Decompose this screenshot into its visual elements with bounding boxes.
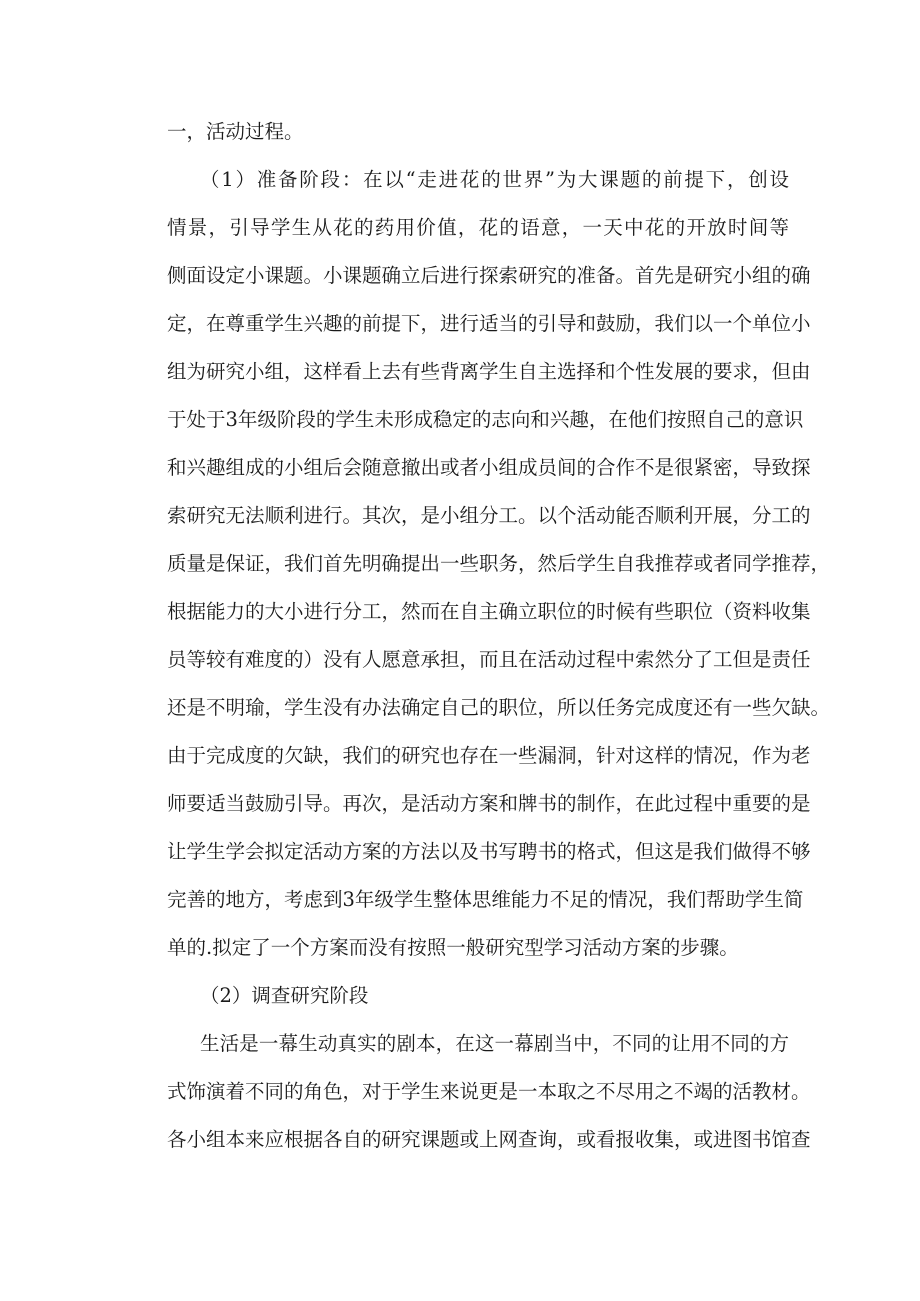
paragraph-line: 于处于3年级阶段的学生未形成稳定的志向和兴趣，在他们按照自己的意识: [167, 408, 804, 431]
paragraph-line: 根据能力的大小进行分工，然而在自主确立职位的时候有些职位（资料收集: [167, 600, 811, 623]
paragraph-line: 质量是保证，我们首先明确提出一些职务，然后学生自我推荐或者同学推荐，: [167, 552, 831, 575]
paragraph-line: 情景，引导学生从花的药用价值，花的语意，一天中花的开放时间等: [167, 216, 789, 239]
paragraph-line: 还是不明瑜，学生没有办法确定自己的职位，所以任务完成度还有一些欠缺。: [167, 696, 831, 719]
paragraph-line: 生活是一幕生动真实的剧本，在这一幕剧当中，不同的让用不同的方: [200, 1032, 789, 1055]
paragraph-line: （1）准备阶段：在以“走进花的世界”为大课题的前提下，创设: [200, 168, 789, 191]
paragraph-line: 定，在尊重学生兴趣的前提下，进行适当的引导和鼓励，我们以一个单位小: [167, 312, 811, 335]
subsection-heading: （2）调查研究阶段: [200, 984, 369, 1007]
paragraph-line: 完善的地方，考虑到3年级学生整体思维能力不足的情况，我们帮助学生简: [167, 888, 804, 911]
paragraph-line: 让学生学会拟定活动方案的方法以及书写聘书的格式，但这是我们做得不够: [167, 840, 811, 863]
paragraph-line: 式饰演着不同的角色，对于学生来说更是一本取之不尽用之不竭的活教材。: [167, 1080, 811, 1103]
paragraph-line: 组为研究小组，这样看上去有些背离学生自主选择和个性发展的要求，但由: [167, 360, 811, 383]
paragraph-line: 索研究无法顺利进行。其次，是小组分工。以个活动能否顺利开展，分工的: [167, 504, 811, 527]
paragraph-line: 各小组本来应根据各自的研究课题或上网查询，或看报收集，或进图书馆查: [167, 1128, 811, 1151]
paragraph-line: 侧面设定小课题。小课题确立后进行探索研究的准备。首先是研究小组的确: [167, 264, 811, 287]
paragraph-line: 员等较有难度的）没有人愿意承担，而且在活动过程中索然分了工但是责任: [167, 648, 811, 671]
paragraph-line: 由于完成度的欠缺，我们的研究也存在一些漏洞，针对这样的情况，作为老: [167, 744, 811, 767]
section-heading: 一，活动过程。: [167, 120, 304, 143]
paragraph-line: 和兴趣组成的小组后会随意撤出或者小组成员间的合作不是很紧密，导致探: [167, 456, 811, 479]
paragraph-line: 师要适当鼓励引导。再次，是活动方案和牌书的制作，在此过程中重要的是: [167, 792, 811, 815]
paragraph-line-last: 单的.拟定了一个方案而没有按照一般研究型学习活动方案的步骤。: [167, 936, 739, 959]
